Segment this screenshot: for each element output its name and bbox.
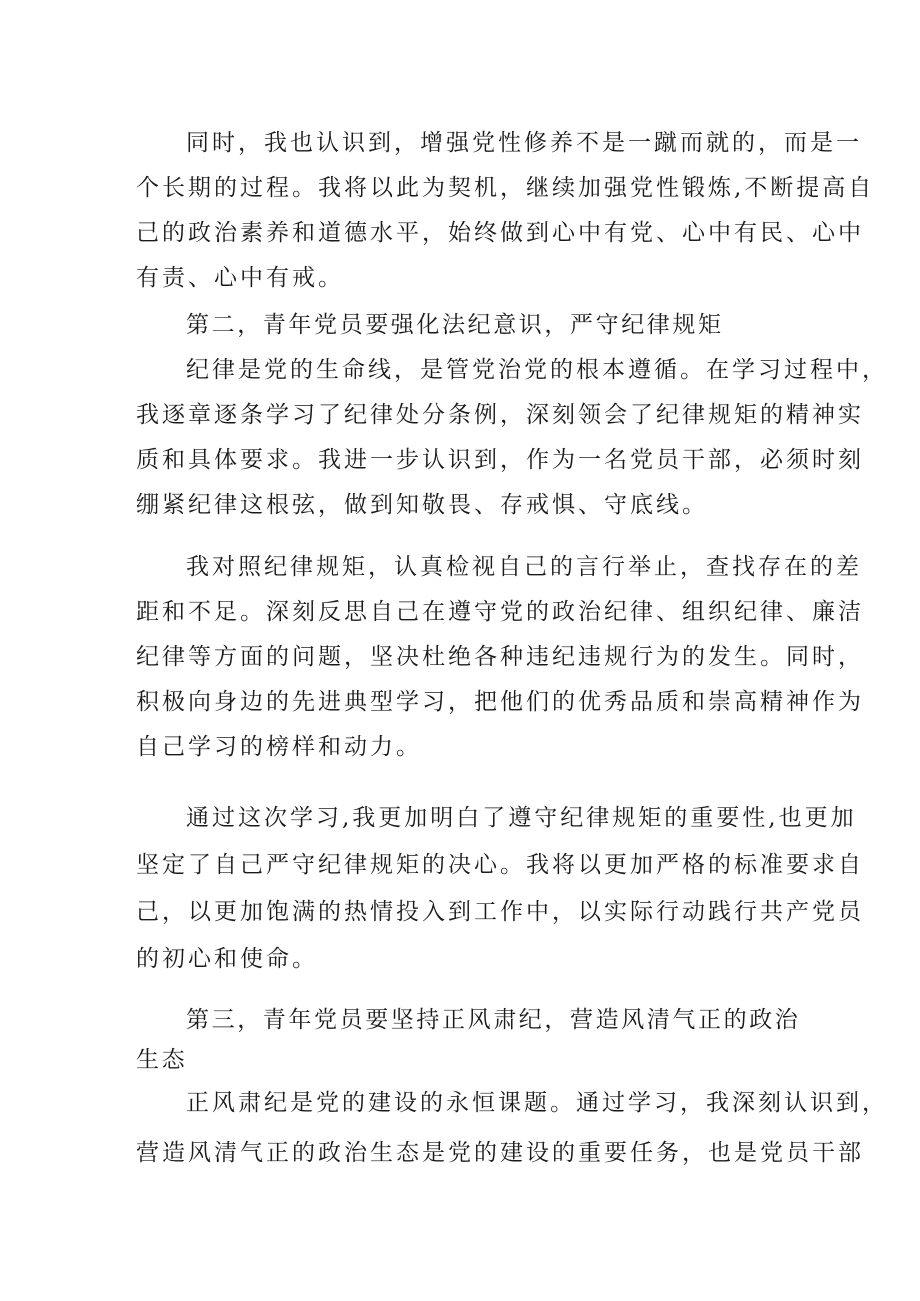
paragraph-1-line-3: 己的政治素养和道德水平，始终做到心中有党、心中有民、心中 bbox=[136, 220, 864, 246]
paragraph-4-line-2: 坚定了自己严守纪律规矩的决心。我将以更加严格的标准要求自 bbox=[136, 852, 864, 878]
paragraph-5-line-2: 营造风清气正的政治生态是党的建设的重要任务，也是党员干部 bbox=[136, 1140, 864, 1166]
paragraph-4-line-3: 己，以更加饱满的热情投入到工作中，以实际行动践行共产党员 bbox=[136, 899, 864, 925]
paragraph-1-line-4: 有责、心中有戒。 bbox=[136, 265, 344, 291]
section-heading-3-continued: 生态 bbox=[136, 1047, 188, 1073]
section-heading-2: 第二，青年党员要强化法纪意识，严守纪律规矩 bbox=[186, 312, 724, 338]
paragraph-4-line-4: 的初心和使命。 bbox=[136, 946, 318, 972]
paragraph-5-line-1: 正风肃纪是党的建设的永恒课题。通过学习，我深刻认识到， bbox=[186, 1090, 888, 1116]
paragraph-1-line-2: 个长期的过程。我将以此为契机，继续加强党性锻炼,不断提高自 bbox=[136, 175, 875, 201]
paragraph-3-line-5: 自己学习的榜样和动力。 bbox=[136, 734, 422, 760]
paragraph-2-line-1: 纪律是党的生命线，是管党治党的根本遵循。在学习过程中， bbox=[186, 357, 888, 383]
paragraph-3-line-2: 距和不足。深刻反思自己在遵守党的政治纪律、组织纪律、廉洁 bbox=[136, 599, 864, 625]
paragraph-4-line-1: 通过这次学习,我更加明白了遵守纪律规矩的重要性,也更加 bbox=[186, 805, 857, 831]
paragraph-2-line-3: 质和具体要求。我进一步认识到，作为一名党员干部，必须时刻 bbox=[136, 447, 864, 473]
paragraph-3-line-3: 纪律等方面的问题，坚决杜绝各种违纪违规行为的发生。同时， bbox=[136, 644, 864, 670]
paragraph-3-line-4: 积极向身边的先进典型学习，把他们的优秀品质和崇高精神作为 bbox=[136, 689, 864, 715]
section-heading-3: 第三，青年党员要坚持正风肃纪，营造风清气正的政治 bbox=[186, 1007, 801, 1033]
paragraph-1-line-1: 同时，我也认识到，增强党性修养不是一蹴而就的，而是一 bbox=[186, 130, 862, 156]
paragraph-3-line-1: 我对照纪律规矩，认真检视自己的言行举止，查找存在的差 bbox=[186, 554, 862, 580]
paragraph-2-line-4: 绷紧纪律这根弦，做到知敬畏、存戒惧、守底线。 bbox=[136, 492, 708, 518]
paragraph-2-line-2: 我逐章逐条学习了纪律处分条例，深刻领会了纪律规矩的精神实 bbox=[136, 402, 864, 428]
